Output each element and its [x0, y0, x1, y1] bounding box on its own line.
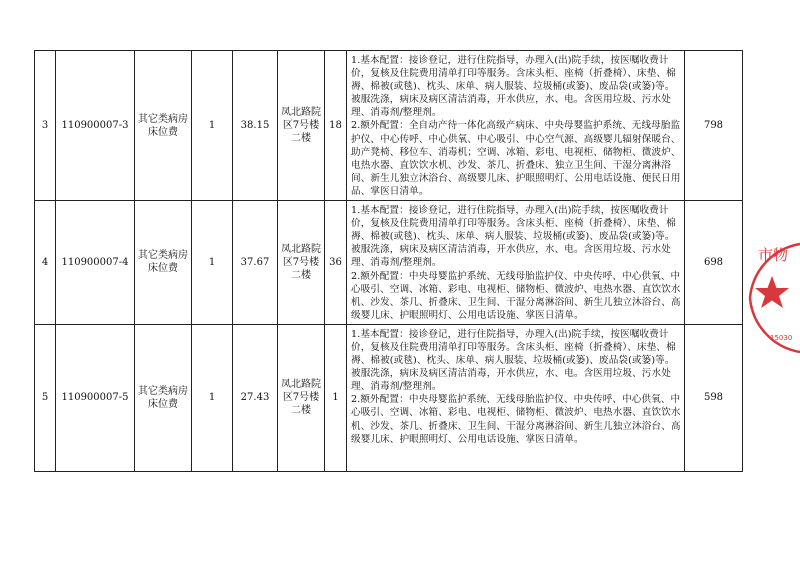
basic-config: 1.基本配置：接诊登记，进行住院指导，办理入(出)院手续，按医嘱收费计价，复核及住院费用清单打印等服务。含床头柜、座椅（折叠椅）、床垫、棉褥、棉被(或毯)、枕头、床单、病人服装、垃圾桶(或篓)、废品袋(或篓)等。被服洗涤，病床及病区清洁消毒，开水供应，水、电。含医用垃圾、污水处理、消毒剂/整理剂。 — [351, 328, 676, 393]
extra-config: 2.额外配置：全自动产待一体化高级产病床、中央母婴监护系统、无线母胎监护仪、中心传呼、中心供氧、中心吸引、中心空气源、高级婴儿辐射保暖台、助产凳椅、移位车、消毒机；空调、冰箱、彩电、电视柜、储物柜、微波炉、电热水器、直饮饮水机、沙发、茶几、折叠床、独立卫生间、干湿分离淋浴间、新生儿独立沐浴台、高级婴儿床、护眼照明灯、公用电话设施、便民日用品、掌医日清单。 — [351, 120, 681, 197]
price: 598 — [685, 324, 743, 471]
row-index: 5 — [35, 324, 56, 471]
seal-text: 市物 — [758, 246, 789, 264]
room-location: 凤北路院区7号楼二楼 — [278, 324, 325, 471]
seal-icon — [742, 238, 800, 358]
extra-config: 2.额外配置：中央母婴监护系统、无线母胎监护仪、中央传呼、中心供氧、中心吸引、空调、冰箱、彩电、电视柜、储物柜、微波炉、电热水器、直饮饮水机、沙发、茶几、折叠床、卫生间、干湿分离淋浴间、新生儿独立沐浴台、高级婴儿床、护眼照明灯、公用电话设施、掌医日清单。 — [351, 394, 681, 445]
room-location: 凤北路院区7号楼二楼 — [278, 201, 325, 325]
bed-count: 18 — [325, 51, 347, 201]
extra-config: 2.额外配置：中央母婴监护系统、无线母胎监护仪、中央传呼、中心供氧、中心吸引、空调、冰箱、彩电、电视柜、储物柜、微波炉、电热水器、直饮饮水机、沙发、茶几、折叠床、卫生间、干湿分离淋浴间、新生儿独立沐浴台、高级婴儿床、护眼照明灯、公用电话设施、掌医日清单。 — [351, 270, 681, 321]
table-row — [35, 201, 743, 325]
item-name: 其它类病房床位费 — [135, 51, 192, 201]
item-code: 110900007-3 — [56, 51, 135, 201]
item-code: 110900007-4 — [56, 201, 135, 325]
price: 698 — [685, 201, 743, 325]
room-location: 凤北路院区7号楼二楼 — [278, 51, 325, 201]
price: 798 — [685, 51, 743, 201]
room-area: 37.67 — [233, 201, 278, 325]
official-seal — [742, 238, 800, 358]
unit-count: 1 — [192, 201, 233, 325]
config-description — [347, 201, 685, 325]
row-index: 4 — [35, 201, 56, 325]
price-table — [34, 50, 743, 472]
unit-count: 1 — [192, 51, 233, 201]
config-description — [347, 51, 685, 201]
item-code: 110900007-5 — [56, 324, 135, 471]
item-name: 其它类病房床位费 — [135, 201, 192, 325]
table-row — [35, 324, 743, 471]
basic-config: 1.基本配置：接诊登记，进行住院指导，办理入(出)院手续，按医嘱收费计价，复核及住院费用清单打印等服务。含床头柜、座椅（折叠椅）、床垫、棉褥、棉被(或毯)、枕头、床单、病人服装、垃圾桶(或篓)、废品袋(或篓)等。被服洗涤，病床及病区清洁消毒，开水供应，水、电。含医用垃圾、污水处理、消毒剂/整理剂。 — [351, 205, 676, 269]
basic-config: 1.基本配置：接诊登记，进行住院指导，办理入(出)院手续，按医嘱收费计价，复核及住院费用清单打印等服务。含床头柜、座椅（折叠椅）、床垫、棉褥、棉被(或毯)、枕头、床单、病人服装、垃圾桶(或篓)、废品袋(或篓)等。被服洗涤，病床及病区清洁消毒，开水供应，水、电。含医用垃圾、污水处理、消毒剂/整理剂。 — [351, 55, 676, 119]
room-area: 38.15 — [233, 51, 278, 201]
seal-serial: 15030 — [770, 334, 793, 342]
row-index: 3 — [35, 51, 56, 201]
bed-count: 1 — [325, 324, 347, 471]
bed-count: 36 — [325, 201, 347, 325]
config-description — [347, 324, 685, 471]
item-name: 其它类病房床位费 — [135, 324, 192, 471]
table-row — [35, 51, 743, 201]
room-area: 27.43 — [233, 324, 278, 471]
unit-count: 1 — [192, 324, 233, 471]
